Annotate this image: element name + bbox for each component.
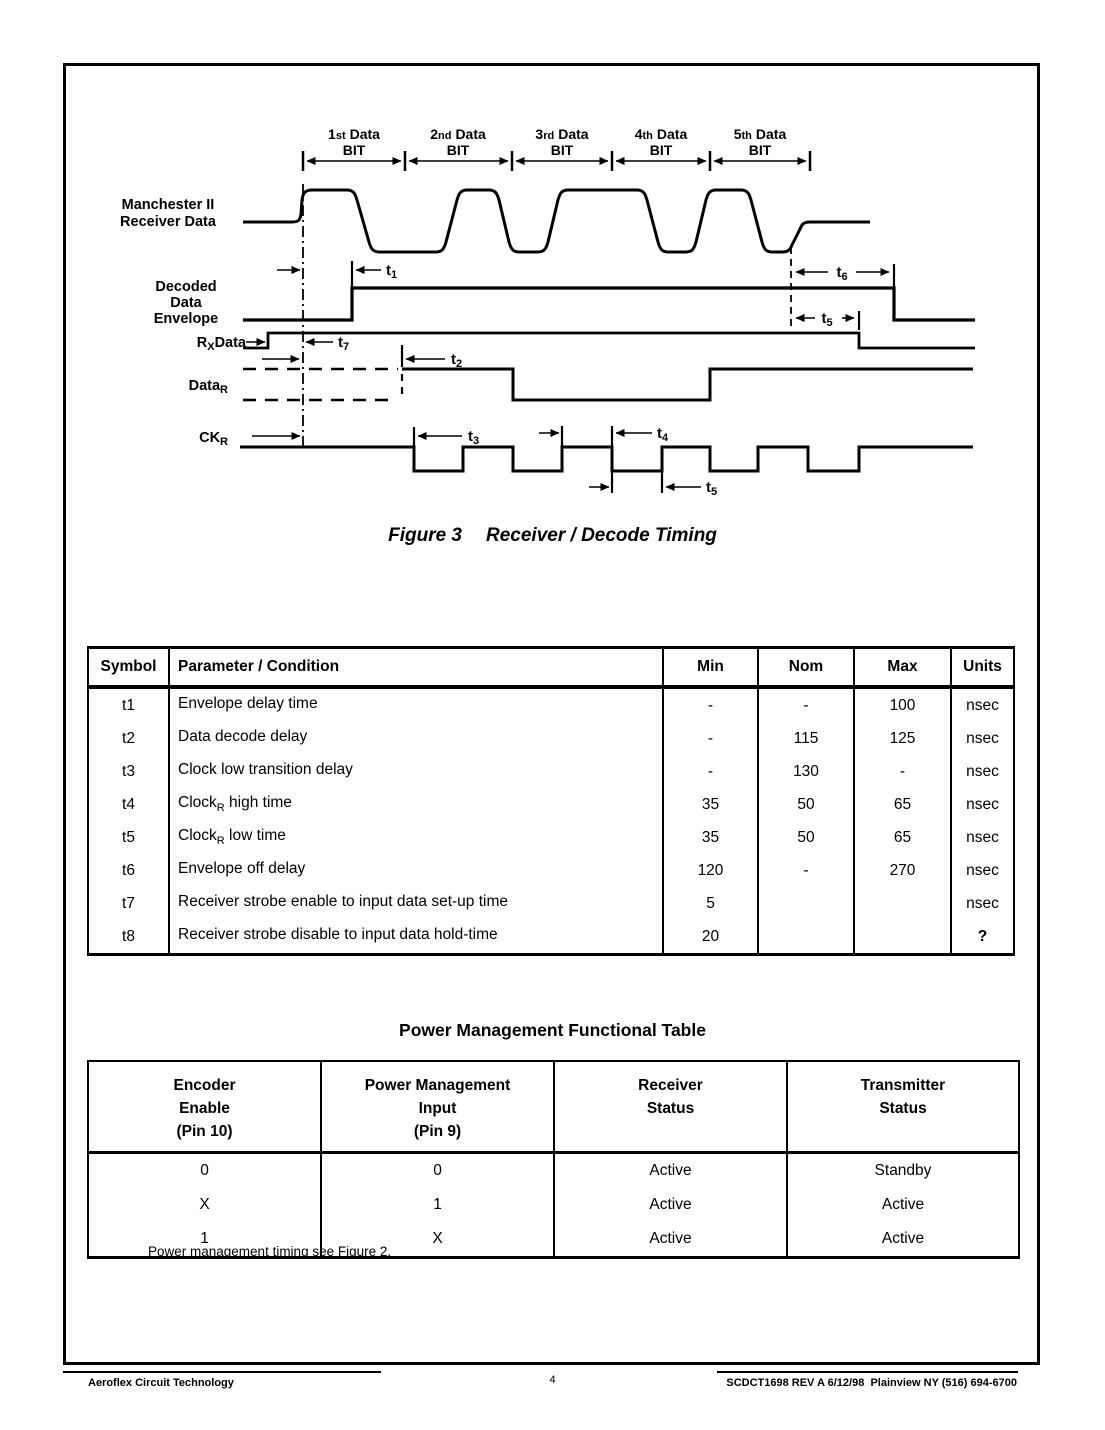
bit-word-3: BIT	[550, 142, 574, 158]
power-management-table	[87, 1060, 1020, 1259]
col-header-transmitter-status: Transmitter Status	[787, 1061, 1019, 1153]
svg-text:t7: $t_7$	[338, 334, 350, 353]
t3-annotation	[252, 427, 479, 447]
label-manchester-2: Receiver Data	[120, 214, 216, 230]
bit-label-5: 5th Data	[733, 126, 787, 142]
timing-diagram	[60, 100, 1040, 510]
svg-text:t3: $t_3$	[468, 428, 480, 447]
t5-upper-annotation	[796, 310, 859, 330]
table-row: t2 Data decode delay - 115 125 nsec	[88, 722, 1014, 755]
bit-label-4: 4th Data	[634, 126, 688, 142]
col-header-power-management-input: Power Management Input (Pin 9)	[321, 1061, 554, 1153]
bit-word-4: BIT	[649, 142, 673, 158]
table-row: t7 Receiver strobe enable to input data set-up time 5 nsec	[88, 887, 1014, 920]
col-header-nom: Nom	[758, 648, 854, 688]
footer-docref: SCDCT1698 REV A 6/12/98 Plainview NY (516) 694-6700	[726, 1377, 1017, 1389]
figure-label: Figure 3	[388, 525, 462, 546]
col-header-symbol: Symbol	[88, 648, 169, 688]
table-row: t4 Clock$_R$ high time 35 50 65 nsec	[88, 788, 1014, 821]
envelope-waveform	[243, 288, 975, 320]
svg-text:t6: $t_6$	[836, 264, 848, 283]
t4-annotation	[539, 425, 669, 446]
label-datar: Data$_R$	[188, 378, 228, 396]
label-manchester-1: Manchester II	[121, 197, 215, 213]
bit-label-2: 2nd Data	[430, 126, 486, 142]
svg-text:t2: $t_2$	[451, 351, 463, 370]
table-row: t6 Envelope off delay 120 - 270 nsec	[88, 854, 1014, 887]
table-row: t1 Envelope delay time - - 100 nsec	[88, 687, 1014, 722]
bit-word-2: BIT	[446, 142, 470, 158]
power-table-footnote: Power management timing see Figure 2.	[148, 1244, 392, 1259]
t6-annotation	[796, 264, 894, 290]
bit-word-1: BIT	[342, 142, 366, 158]
bit-labels	[328, 126, 786, 158]
bit-word-5: BIT	[748, 142, 772, 158]
bit-label-3: 3rd Data	[535, 126, 589, 142]
table-row: t3 Clock low transition delay - 130 - nsec	[88, 755, 1014, 788]
table-row: 0 0 Active Standby	[88, 1153, 1019, 1189]
manchester-waveform	[243, 190, 870, 252]
bit-label-1: 1st Data	[328, 126, 380, 142]
footer-company: Aeroflex Circuit Technology	[88, 1377, 234, 1389]
table-row: 1 X Active Active	[88, 1222, 1019, 1258]
table-row: X 1 Active Active	[88, 1188, 1019, 1222]
table-row: t8 Receiver strobe disable to input data hold-time 20 ?	[88, 920, 1014, 955]
col-header-max: Max	[854, 648, 951, 688]
col-header-units: Units	[951, 648, 1014, 688]
col-header-min: Min	[663, 648, 758, 688]
svg-text:t5: $t_5$	[706, 479, 718, 498]
col-header-parameter: Parameter / Condition	[169, 648, 663, 688]
timing-parameter-table	[87, 646, 1015, 956]
t5-lower-annotation	[589, 469, 717, 498]
figure-title: Receiver / Decode Timing	[486, 525, 717, 546]
t7-annotation	[246, 334, 349, 353]
svg-text:t4: $t_4$	[657, 425, 669, 444]
footer-rule-right	[717, 1371, 1018, 1373]
table-row: t5 Clock$_R$ low time 35 50 65 nsec	[88, 821, 1014, 854]
svg-text:t1: $t_1$	[386, 262, 398, 281]
t2-annotation	[262, 345, 462, 370]
label-envelope-1: Decoded	[155, 279, 217, 295]
col-header-encoder-enable: Encoder Enable (Pin 10)	[88, 1061, 321, 1153]
label-envelope-2: Data	[170, 295, 202, 311]
label-envelope-3: Envelope	[153, 311, 219, 327]
footer-page-number: 4	[549, 1374, 556, 1386]
svg-text:t5: $t_5$	[821, 310, 833, 329]
figure-caption	[0, 525, 1105, 547]
power-table-header-row	[88, 1061, 1019, 1153]
signal-labels	[120, 197, 247, 448]
ckr-waveform	[240, 447, 973, 471]
rxdata-waveform	[243, 333, 975, 348]
label-rxdata: $R_XData$	[196, 335, 246, 353]
timing-table-header-row	[88, 648, 1014, 688]
power-table-title: Power Management Functional Table	[399, 1020, 706, 1040]
datar-waveform	[243, 369, 973, 400]
footer-rule-left	[63, 1371, 381, 1373]
label-ckr: $CK_R$	[199, 430, 228, 448]
col-header-receiver-status: Receiver Status	[554, 1061, 787, 1153]
t1-annotation	[277, 261, 397, 288]
